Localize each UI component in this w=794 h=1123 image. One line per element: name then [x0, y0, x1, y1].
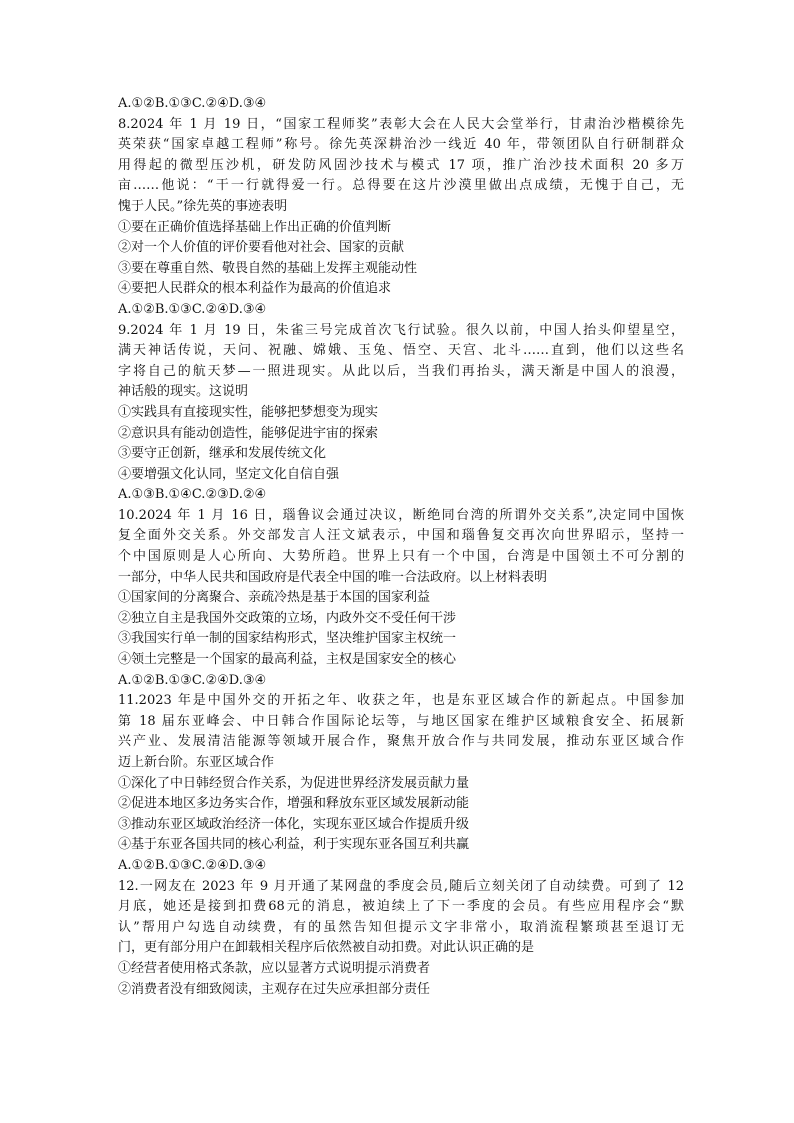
text-line: ①经营者使用格式条款，应以显著方式说明提示消费者 — [118, 960, 431, 976]
text-line: 满天神话传说，天问、祝融、嫦娥、玉兔、悟空、天宫、北斗……直到，他们以这些名 — [118, 343, 684, 359]
text-line: ③要在尊重自然、敬畏自然的基础上发挥主观能动性 — [118, 260, 418, 276]
text-line: ④领土完整是一个国家的最高利益，主权是国家安全的核心 — [118, 652, 457, 668]
text-line: 用得起的微型压沙机，研发防风固沙技术与模式 17 项，推广治沙技术面积 20 多万 — [118, 157, 684, 173]
text-line: 门，更有部分用户在卸载相关程序后依然被自动扣费。对此认识正确的是 — [118, 940, 535, 956]
text-line: A.①②B.①③C.②④D.③④ — [118, 96, 267, 111]
text-line: ②对一个人价值的评价要看他对社会、国家的贡献 — [118, 240, 405, 256]
text-line: 10.2024 年 1 月 16 日，瑙鲁议会通过决议，断绝同台湾的所谓外交关系”,决定同中国恢 — [118, 507, 684, 523]
text-line: ③我国实行单一制的国家结构形式，坚决维护国家主权统一 — [118, 631, 457, 647]
text-line: A.①③B.①④C.②③D.②④ — [118, 487, 267, 503]
text-line: ④要增强文化认同，坚定文化自信自强 — [118, 466, 340, 482]
text-line: 兴产业、发展清洁能源等领域开展合作，聚焦开放合作与共同发展，推动东亚区域合作 — [118, 734, 684, 750]
text-line: 神话般的现实。这说明 — [118, 384, 249, 400]
text-line: 第 18 届东亚峰会、中日韩合作国际论坛等，与地区国家在维护区域粮食安全、拓展新 — [118, 713, 684, 729]
text-line: ④基于东亚各国共同的核心利益，利于实现东亚各国互利共赢 — [118, 837, 470, 853]
text-line: 12.一网友在 2023 年 9 月开通了某网盘的季度会员,随后立刻关闭了自动续费。可到了 12 — [118, 878, 684, 894]
text-line: 个中国原则是人心所向、大势所趋。世界上只有一个中国，台湾是中国领土不可分割的 — [118, 549, 684, 565]
text-line: ④要把人民群众的根本利益作为最高的价值追求 — [118, 281, 392, 297]
text-line: 9.2024 年 1 月 19 日，朱雀三号完成首次飞行试验。很久以前，中国人抬头仰望星空， — [118, 322, 684, 338]
text-line: ①要在正确价值选择基础上作出正确的价值判断 — [118, 219, 392, 235]
text-line: 复全面外交关系。外交部发言人汪文斌表示，中国和瑙鲁复交再次向世界昭示，坚持一 — [118, 528, 684, 544]
text-line: 迈上新台阶。东亚区域合作 — [118, 755, 275, 770]
text-line: ②消费者没有细致阅读，主观存在过失应承担部分责任 — [118, 981, 431, 997]
text-line: 一部分，中华人民共和国政府是代表全中国的唯一合法政府。以上材料表明 — [118, 569, 548, 585]
text-line: A.①②B.①③C.②④D.③④ — [118, 672, 267, 688]
text-line: 愧于人民。”徐先英的事迹表明 — [118, 198, 288, 214]
text-line: 亩……他说：“干一行就得爱一行。总得要在这片沙漠里做出点成绩，无愧于自己，无 — [118, 178, 684, 194]
text-line: 8.2024 年 1 月 19 日，“国家工程师奖”表彰大会在人民大会堂举行，甘肃治沙楷模徐先 — [118, 116, 684, 132]
text-line: ①实践具有直接现实性，能够把梦想变为现实 — [118, 404, 379, 420]
text-line: A.①②B.①③C.②④D.③④ — [118, 857, 267, 873]
text-line: ①国家间的分离聚合、亲疏冷热是基于本国的国家利益 — [118, 590, 431, 606]
text-line: ①深化了中日韩经贸合作关系，为促进世界经济发展贡献力量 — [118, 775, 470, 791]
text-line: 月底，她还是接到扣费68元的消息，被迫续上了下一季度的会员。有些应用程序会“默 — [118, 899, 684, 915]
text-line: A.①②B.①③C.②④D.③④ — [118, 301, 267, 317]
exam-page — [118, 94, 684, 1000]
text-line: ②独立自主是我国外交政策的立场，内政外交不受任何干涉 — [118, 610, 457, 626]
text-line: 字将自己的航天梦—一照进现实。从此以后，当我们再抬头，满天渐是中国人的浪漫， — [118, 363, 684, 379]
text-line: ③推动东亚区域政治经济一体化，实现东亚区域合作提质升级 — [118, 816, 470, 832]
text-line: 11.2023 年是中国外交的开拓之年、收获之年，也是东亚区域合作的新起点。中国参加 — [118, 693, 684, 709]
text-line: ③要守正创新，继承和发展传统文化 — [118, 446, 327, 462]
text-line: ②促进本地区多边务实合作，增强和释放东亚区域发展新动能 — [118, 796, 470, 812]
text-line: 英荣获“国家卓越工程师”称号。徐先英深耕治沙一线近 40 年，带领团队自行研制群众 — [118, 137, 684, 153]
text-line: ②意识具有能动创造性，能够促进宇宙的探索 — [118, 425, 379, 441]
text-line: 认”帮用户勾选自动续费，有的虽然告知但提示文字非常小，取消流程繁琐甚至退订无 — [118, 919, 684, 935]
